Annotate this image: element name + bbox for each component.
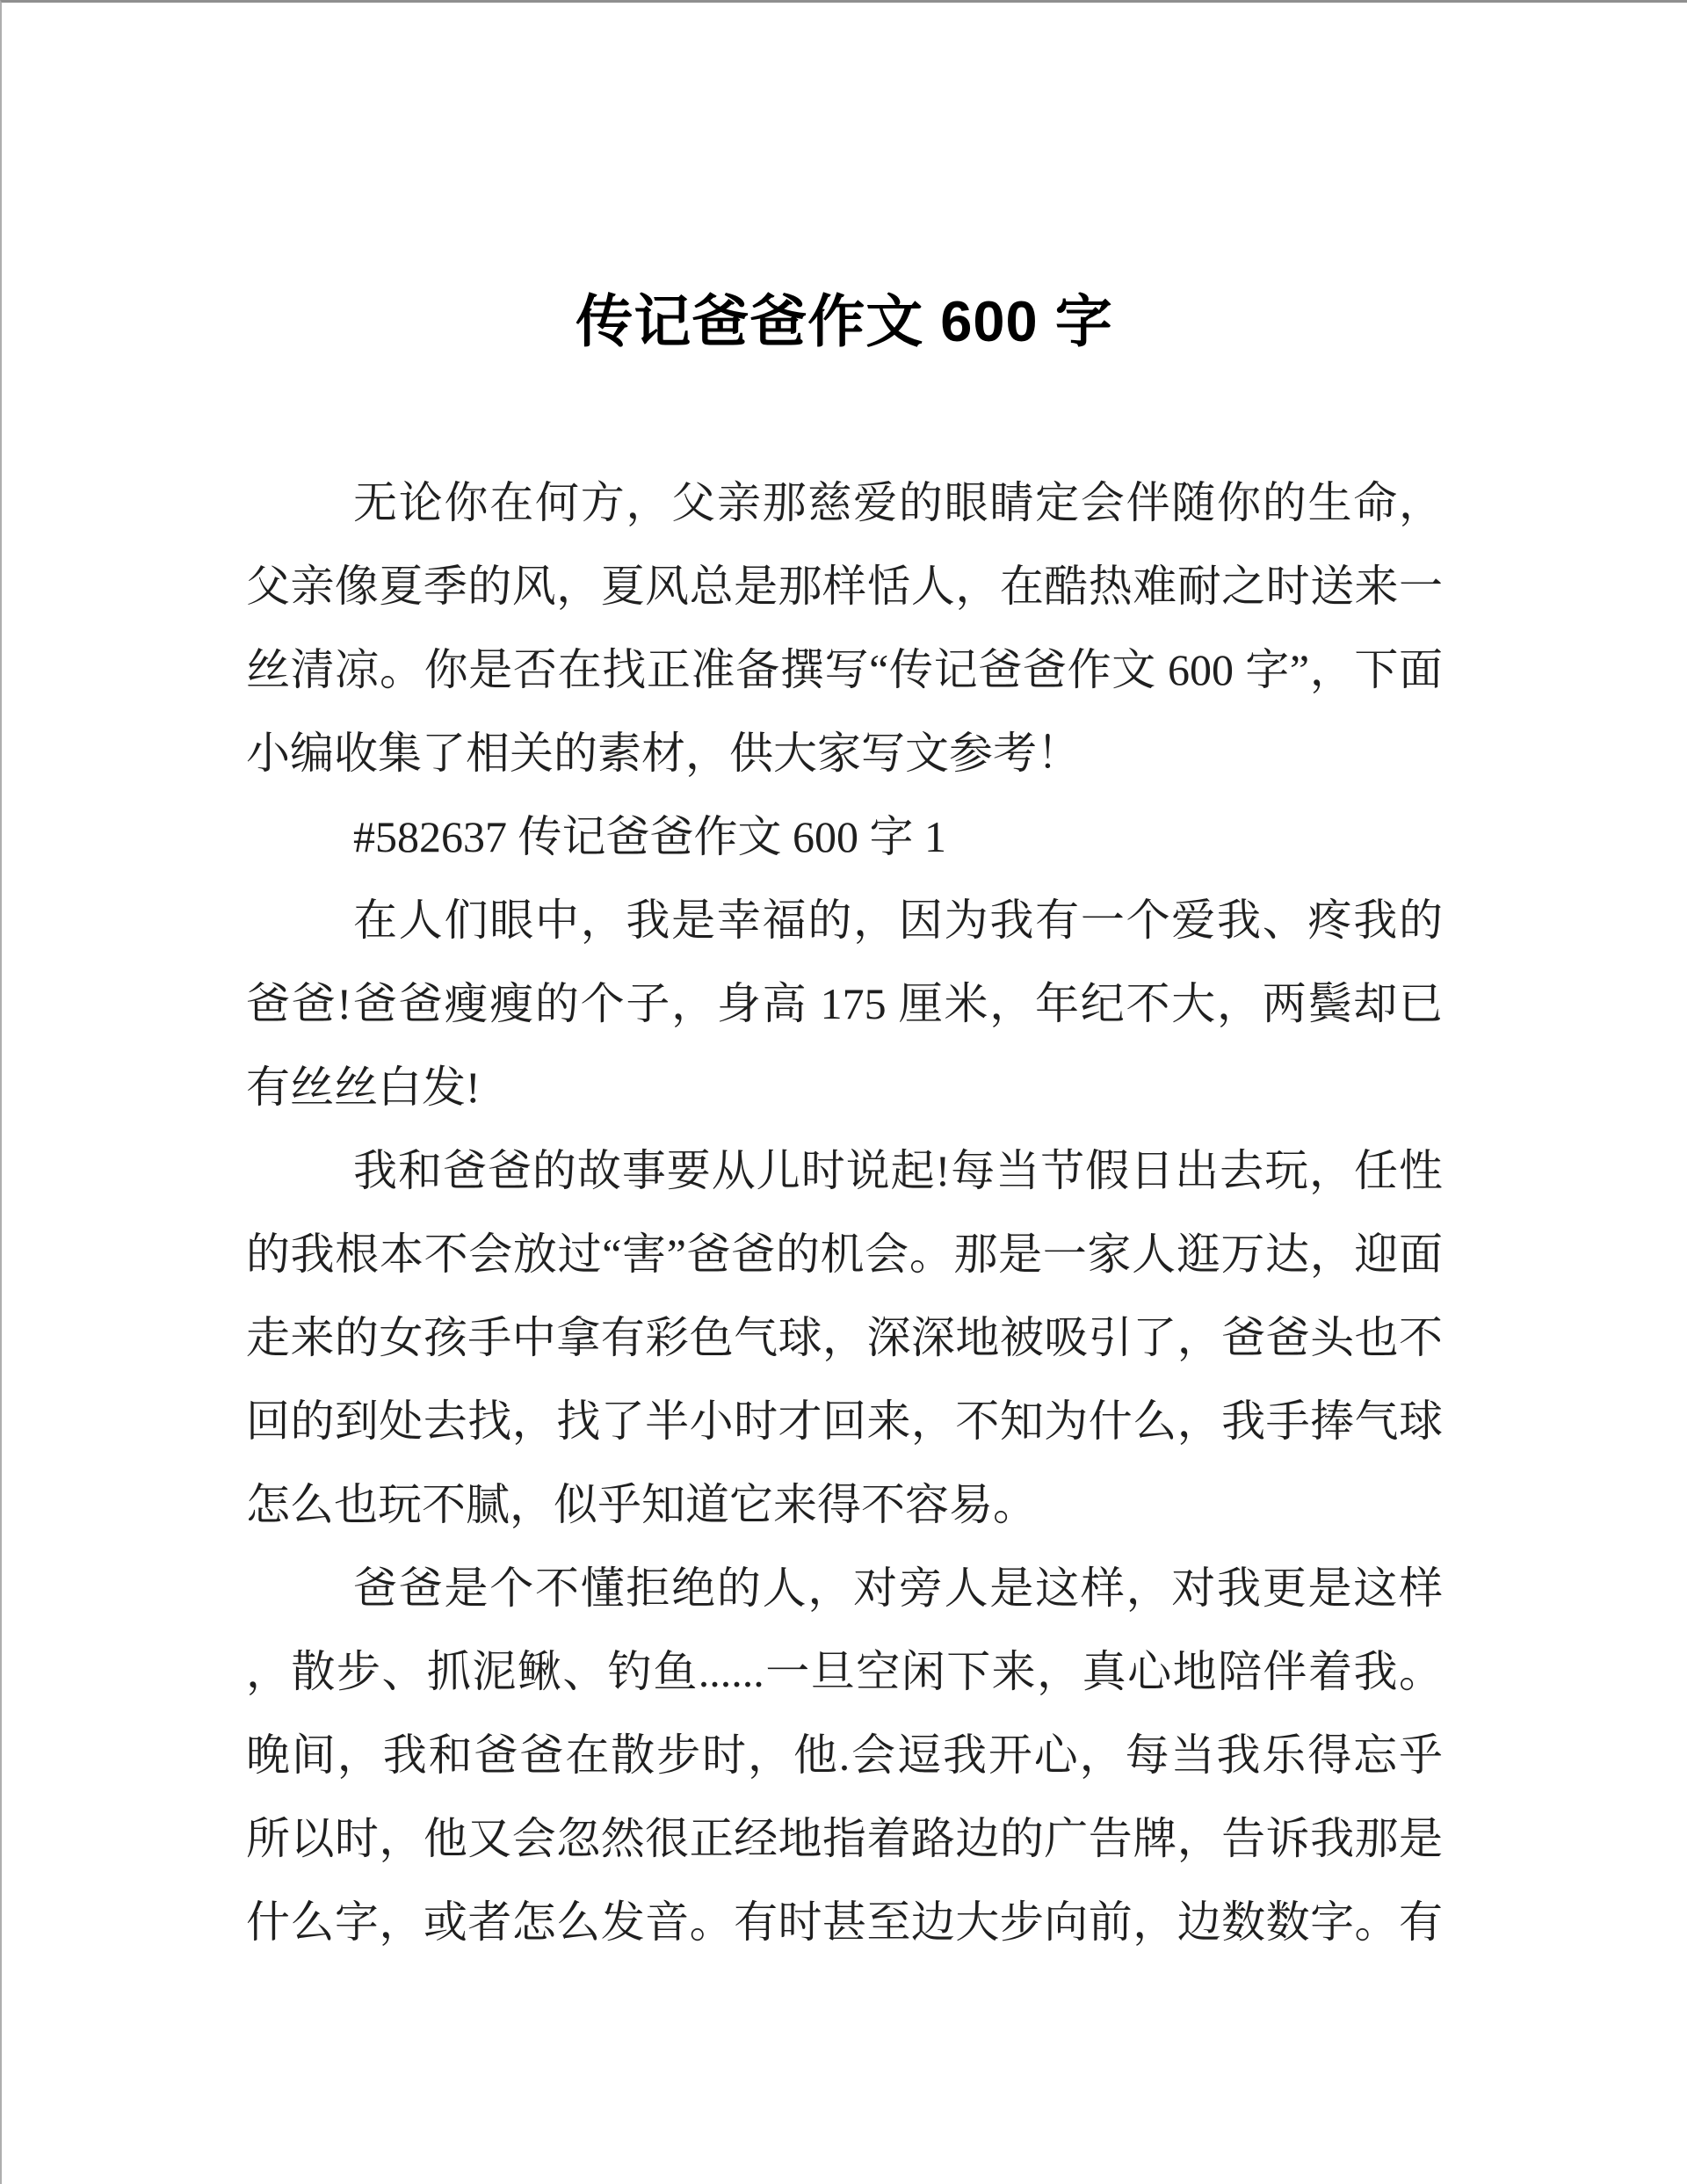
text-line: 的我根本不会放过“害”爸爸的机会。那是一家人逛万达，迎面 xyxy=(246,1230,1443,1279)
text-line: 有丝丝白发! xyxy=(246,1063,481,1112)
page-title: 传记爸爸作文 600 字 xyxy=(576,289,1113,353)
text-line: 怎么也玩不腻，似乎知道它来得不容易。 xyxy=(246,1480,1037,1529)
text-line: 我和爸爸的故事要从儿时说起!每当节假日出去玩，任性 xyxy=(353,1146,1443,1195)
text-line: 走来的女孩手中拿有彩色气球，深深地被吸引了，爸爸头也不 xyxy=(246,1313,1443,1362)
text-line: 爸爸!爸爸瘦瘦的个子，身高 175 厘米，年纪不大，两鬓却已 xyxy=(246,979,1443,1028)
text-line: 丝清凉。你是否在找正准备撰写“传记爸爸作文 600 字”，下面 xyxy=(246,645,1443,694)
text-line: #582637 传记爸爸作文 600 字 1 xyxy=(353,812,946,861)
text-line: 在人们眼中，我是幸福的，因为我有一个爱我、疼我的 xyxy=(353,896,1443,945)
text-line: 什么字，或者怎么发音。有时甚至边大步向前，边数数字。有 xyxy=(246,1897,1443,1947)
text-line: 父亲像夏季的风，夏风总是那样恬人，在酷热难耐之时送来一 xyxy=(246,562,1443,611)
document-body xyxy=(246,461,1443,1964)
text-line: 所以时，他又会忽然很正经地指着路边的广告牌，告诉我那是 xyxy=(246,1814,1443,1863)
text-line: 爸爸是个不懂拒绝的人，对旁人是这样，对我更是这样 xyxy=(353,1564,1443,1613)
text-line: 无论你在何方，父亲那慈爱的眼睛定会伴随你的生命， xyxy=(353,478,1443,527)
text-line: 小编收集了相关的素材，供大家写文参考！ xyxy=(246,729,1081,778)
text-line: 回的到处去找，找了半小时才回来，不知为什么，我手捧气球 xyxy=(246,1397,1443,1446)
text-line: ，散步、抓泥鳅、钓鱼......一旦空闲下来，真心地陪伴着我。 xyxy=(246,1647,1443,1696)
text-line: 晚间，我和爸爸在散步时，他.会逗我开心，每当我乐得忘乎 xyxy=(246,1731,1443,1780)
document-page xyxy=(2,3,1687,2184)
